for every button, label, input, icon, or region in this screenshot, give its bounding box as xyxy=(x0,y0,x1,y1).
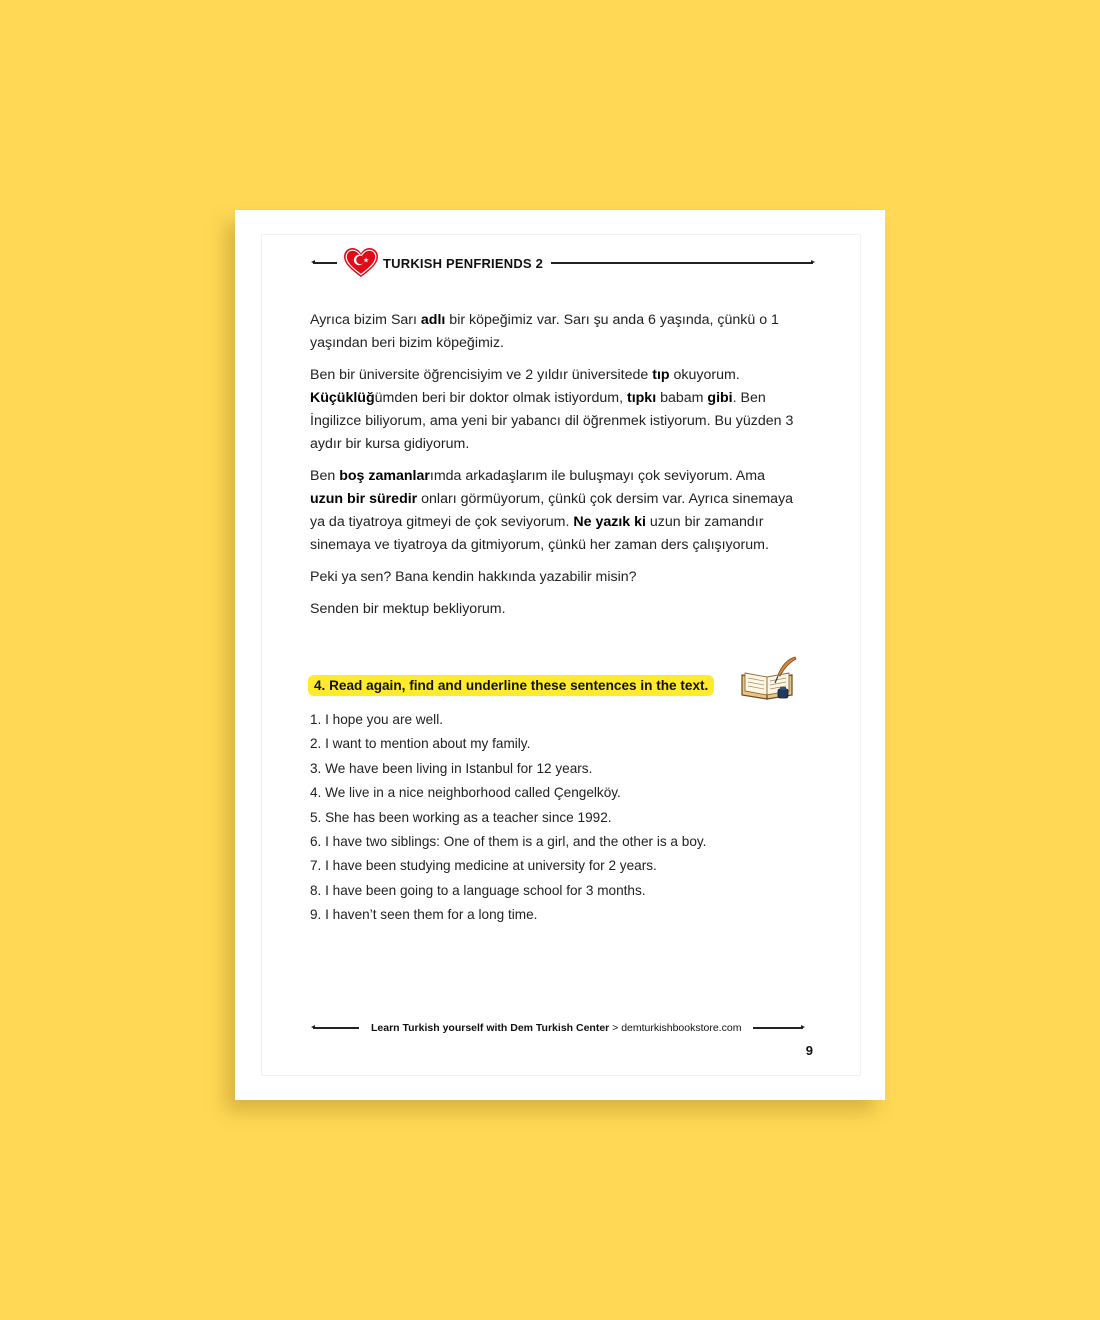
exercise-section xyxy=(308,653,808,703)
sentence-item: 9. I haven’t seen them for a long time. xyxy=(310,907,538,923)
footer-separator: > xyxy=(609,1022,622,1034)
paragraph-text-run: Ben bir üniversite öğrencisiyim ve 2 yıldır üniversitede xyxy=(310,367,653,383)
bold-vocabulary-word: tıpkı xyxy=(626,390,657,406)
bold-vocabulary-word: uzun bir süredir xyxy=(310,491,418,507)
paragraph-text-run: . Ben İngilizce biliyorum, ama yeni bir yabancı dil öğrenmek istiyorum. Bu yüzden 3 aydır bir kursa gidiyorum. xyxy=(310,390,794,452)
paragraph-text-run: onları görmüyorum, çünkü çok dersim var. Ayrıca sinemaya ya da tiyatroya gitmeyi de çok seviyorum. xyxy=(310,491,794,530)
sentence-list xyxy=(310,708,800,928)
footer-text xyxy=(371,1022,741,1034)
letter-paragraph xyxy=(310,566,800,589)
bold-vocabulary-word: tıp xyxy=(652,367,670,383)
sentence-item: 6. I have two siblings: One of them is a girl, and the other is a boy. xyxy=(310,833,707,849)
paragraph-text-run: Senden bir mektup bekliyorum. xyxy=(310,601,506,617)
header-rule-right xyxy=(551,262,813,264)
sentence-item: 2. I want to mention about my family. xyxy=(310,736,531,752)
footer-website: demturkishbookstore.com xyxy=(621,1022,742,1034)
book-page xyxy=(235,210,885,1100)
bold-vocabulary-word: Ne yazık ki xyxy=(573,514,646,530)
page-number: 9 xyxy=(805,1043,813,1058)
sentence-item: 4. We live in a nice neighborhood called Çengelköy. xyxy=(310,785,621,801)
footer-rule-left xyxy=(313,1027,359,1029)
letter-paragraph xyxy=(310,364,800,456)
sentence-item: 1. I hope you are well. xyxy=(310,712,443,727)
paragraph-text-run: Peki ya sen? Bana kendin hakkında yazabilir misin? xyxy=(310,569,637,585)
paragraph-text-run: ımda arkadaşlarım ile buluşmayı çok seviyorum. Ama xyxy=(429,468,765,484)
header-rule-left xyxy=(313,262,337,264)
bold-vocabulary-word: gibi xyxy=(707,390,733,406)
bold-vocabulary-word: adlı xyxy=(420,312,446,328)
letter-paragraph xyxy=(310,309,800,355)
paragraph-text-run: bir köpeğimiz var. Sarı şu anda 6 yaşında, çünkü o 1 yaşından beri bizim köpeğimiz. xyxy=(310,312,779,351)
paragraph-text-run: Ben xyxy=(310,468,340,484)
bold-vocabulary-word: Küçüklüğ xyxy=(310,390,375,406)
footer-bold-text: Learn Turkish yourself with Dem Turkish Center xyxy=(371,1022,610,1034)
footer-rule-right xyxy=(753,1027,803,1029)
open-book-quill-icon xyxy=(738,655,798,703)
page-header xyxy=(313,248,813,278)
sentence-item: 3. We have been living in Istanbul for 12 years. xyxy=(310,760,593,776)
bold-vocabulary-word: boş zamanlar xyxy=(339,468,430,484)
paragraph-text-run: uzun bir zamandır sinemaya ve tiyatroya da gitmiyorum, çünkü her zaman ders çalışıyorum. xyxy=(310,514,769,553)
page-footer xyxy=(313,1018,813,1038)
paragraph-text-run: okuyorum. xyxy=(669,367,740,383)
sentence-item: 7. I have been studying medicine at university for 2 years. xyxy=(310,858,657,874)
exercise-title: 4. Read again, find and underline these sentences in the text. xyxy=(308,675,714,696)
letter-body-text xyxy=(310,309,800,630)
paragraph-text-run: ümden beri bir doktor olmak istiyordum, xyxy=(374,390,627,406)
paragraph-text-run: Ayrıca bizim Sarı xyxy=(310,312,421,328)
sentence-item: 8. I have been going to a language school for 3 months. xyxy=(310,882,646,898)
header-title: TURKISH PENFRIENDS 2 xyxy=(383,255,544,271)
letter-paragraph xyxy=(310,598,800,621)
sentence-item: 5. She has been working as a teacher since 1992. xyxy=(310,809,612,825)
turkish-flag-heart-icon xyxy=(343,247,379,279)
letter-paragraph xyxy=(310,465,800,557)
paragraph-text-run: babam xyxy=(656,390,708,406)
